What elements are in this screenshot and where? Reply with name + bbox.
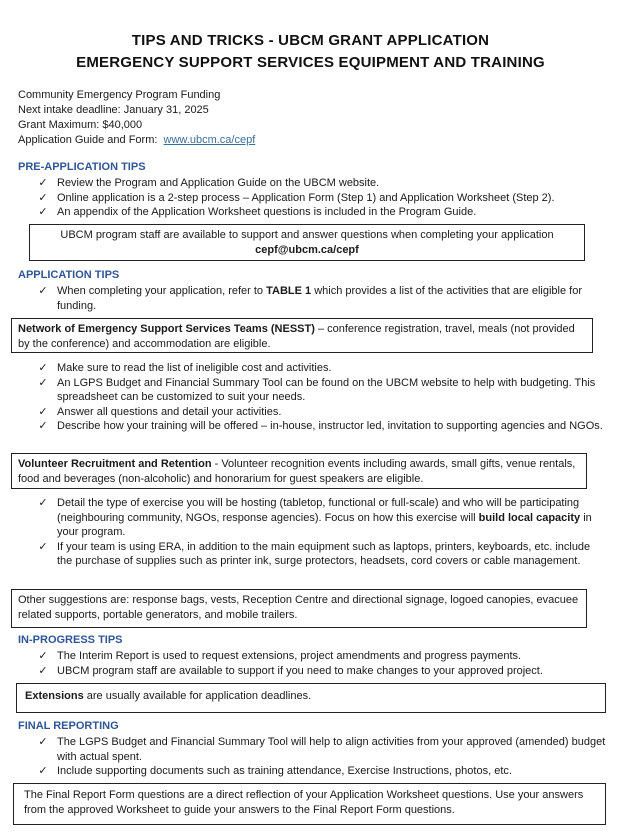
extensions-text: are usually available for application deadlines. [83,690,312,702]
checkmark-icon: ✓ [38,191,48,204]
extensions-box [16,683,606,713]
page-title: TIPS AND TRICKS - UBCM GRANT APPLICATION [131,32,490,49]
checkmark-icon: ✓ [38,376,48,389]
in-progress-heading: IN-PROGRESS TIPS [18,634,123,646]
checkmark-icon: ✓ [38,206,48,218]
checkmark-icon: ✓ [38,177,48,189]
volunteer-text: - Volunteer recognition events including awards, small gifts, venue rentals, food and beverages (non-alcoholic) and honorarium for guest speakers are eligible. [18,458,576,485]
checkmark-icon: ✓ [38,497,48,509]
list-item: ✓ If your team is using ERA, in addition to the main equipment such as laptops, printers, keyboards, etc. include the purchase of supplies such as printer ink, surge protectors, headsets, cord covers or cable management. [36,540,606,569]
list-item: ✓ Include supporting documents such as training attendance, Exercise Instructions, photos, etc. [36,764,606,779]
volunteer-title: Volunteer Recruitment and Retention [18,458,212,470]
list-item: ✓ Describe how your training will be offered – in-house, instructor led, invitation to supporting agencies and NGOs. [36,419,606,434]
checkmark-icon: ✓ [38,285,48,297]
grant-maximum: Grant Maximum: $40,000 [18,119,143,131]
extensions-title: Extensions [25,690,84,702]
application-list-2 [36,361,606,434]
pre-application-heading: PRE-APPLICATION TIPS [18,161,146,173]
checkmark-icon: ✓ [38,736,48,748]
list-item: ✓ An appendix of the Application Worksheet questions is included in the Program Guide. [36,205,606,220]
checkmark-icon: ✓ [38,540,48,553]
checkmark-icon: ✓ [38,405,48,418]
list-item: ✓ UBCM program staff are available to support if you need to make changes to your approved project. [36,664,606,679]
other-suggestions-text: Other suggestions are: response bags, vests, Reception Centre and directional signage, logoed canopies, evacuee related supports, portable generators, and mobile trailers. [18,594,579,621]
support-email: cepf@ubcm.ca/cepf [255,244,359,256]
checkmark-icon: ✓ [38,664,48,677]
guide-line [18,133,255,148]
in-progress-list [36,649,606,678]
program-name: Community Emergency Program Funding [18,89,221,101]
checkmark-icon: ✓ [38,650,48,662]
support-text: UBCM program staff are available to support and answer questions when completing your application [60,229,554,241]
final-report-box [13,783,606,825]
nesst-box [11,318,593,353]
list-item: ✓ Online application is a 2-step process – Application Form (Step 1) and Application Worksheet (Step 2). [36,191,606,206]
list-item: ✓ Make sure to read the list of ineligible cost and activities. [36,361,606,376]
volunteer-box [11,453,587,489]
list-item: ✓ Review the Program and Application Guide on the UBCM website. [36,176,606,191]
list-item: ✓ When completing your application, refer to TABLE 1 which provides a list of the activities that are eligible for funding. [36,284,606,313]
final-reporting-list [36,735,606,779]
page-subtitle: EMERGENCY SUPPORT SERVICES EQUIPMENT AND TRAINING [76,54,545,71]
list-item: ✓ An LGPS Budget and Financial Summary Tool can be found on the UBCM website to help with budgeting. This spreadsheet can be customized to suit your needs. [36,376,606,405]
support-box [29,224,585,261]
application-list-1 [36,284,606,313]
final-reporting-heading: FINAL REPORTING [18,720,119,732]
checkmark-icon: ✓ [38,362,48,374]
nesst-title: Network of Emergency Support Services Teams (NESST) [18,323,315,335]
list-item: ✓ Detail the type of exercise you will be hosting (tabletop, functional or full-scale) and who will be participating (neighbouring community, NGOs, response agencies). Focus on how this exercise will build local capacity in your program. [36,496,606,540]
checkmark-icon: ✓ [38,765,48,777]
checkmark-icon: ✓ [38,420,48,432]
list-item: ✓ The Interim Report is used to request extensions, project amendments and progress payments. [36,649,606,664]
final-report-text: The Final Report Form questions are a direct reflection of your Application Worksheet questions. Use your answers from the approved Worksheet to guide your answers to the Final Report Form questions. [24,789,584,816]
intro-block [18,88,255,148]
other-suggestions-box [11,589,587,628]
list-item: ✓ The LGPS Budget and Financial Summary Tool will help to align activities from your approved (amended) budget with actual spent. [36,735,606,764]
guide-link[interactable]: www.ubcm.ca/cepf [163,134,256,146]
list-item: ✓ Answer all questions and detail your activities. [36,405,606,420]
application-heading: APPLICATION TIPS [18,269,120,281]
intake-deadline: Next intake deadline: January 31, 2025 [18,104,209,116]
application-list-3 [36,496,606,569]
pre-application-list [36,176,606,220]
nesst-text: – conference registration, travel, meals (not provided by the conference) and accommodation are eligible. [18,323,575,350]
guide-label: Application Guide and Form: [18,134,158,146]
